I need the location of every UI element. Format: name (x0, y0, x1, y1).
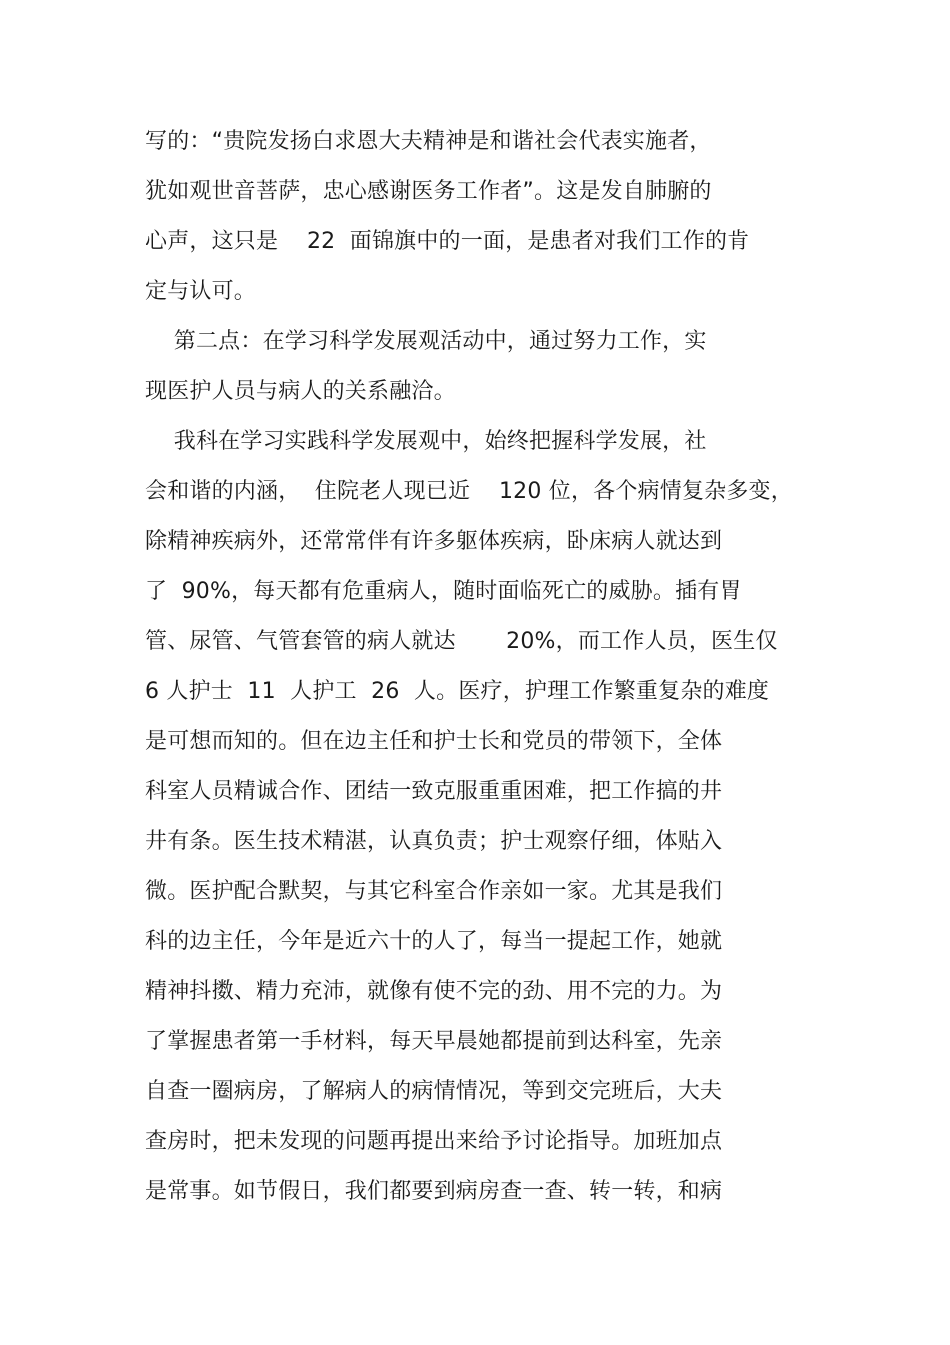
text-line: 精神抖擞、精力充沛，就像有使不完的劲、用不完的力。为 (145, 979, 723, 1004)
text-line: 井有条。医生技术精湛，认真负责；护士观察仔细，体贴入 (145, 829, 723, 854)
text-line: 是常事。如节假日，我们都要到病房查一查、转一转，和病 (145, 1179, 723, 1204)
text-line: 6 人护士 11 人护工 26 人。医疗，护理工作繁重复杂的难度 (145, 679, 770, 704)
text-line: 管、尿管、气管套管的病人就达 20%，而工作人员，医生仅 (145, 629, 778, 654)
text-line: 是可想而知的。但在边主任和护士长和党员的带领下，全体 (145, 729, 723, 754)
text-line: 心声，这只是 22 面锦旗中的一面，是患者对我们工作的肯 (145, 229, 750, 254)
text-line: 犹如观世音菩萨，忠心感谢医务工作者”。这是发自肺腑的 (145, 179, 712, 204)
text-line: 了 90%，每天都有危重病人，随时面临死亡的威胁。插有胃 (145, 579, 742, 604)
text-line: 科的边主任，今年是近六十的人了，每当一提起工作，她就 (145, 929, 723, 954)
text-line: 会和谐的内涵， 住院老人现已近 120 位，各个病情复杂多变， (145, 479, 793, 504)
text-line: 除精神疾病外，还常常伴有许多躯体疾病，卧床病人就达到 (145, 529, 723, 554)
text-line: 定与认可。 (145, 279, 257, 304)
text-line: 自查一圈病房，了解病人的病情情况，等到交完班后，大夫 (145, 1079, 723, 1104)
text-line: 第二点：在学习科学发展观活动中，通过努力工作，实 (145, 329, 707, 354)
text-line: 了掌握患者第一手材料，每天早晨她都提前到达科室，先亲 (145, 1029, 723, 1054)
text-line: 我科在学习实践科学发展观中，始终把握科学发展，社 (145, 429, 707, 454)
text-line: 现医护人员与病人的关系融洽。 (145, 379, 456, 404)
text-line: 查房时，把未发现的问题再提出来给予讨论指导。加班加点 (145, 1129, 723, 1154)
text-line: 写的：“贵院发扬白求恩大夫精神是和谐社会代表实施者， (145, 129, 712, 154)
text-line: 微。医护配合默契，与其它科室合作亲如一家。尤其是我们 (145, 879, 723, 904)
text-line: 科室人员精诚合作、团结一致克服重重困难，把工作搞的井 (145, 779, 723, 804)
